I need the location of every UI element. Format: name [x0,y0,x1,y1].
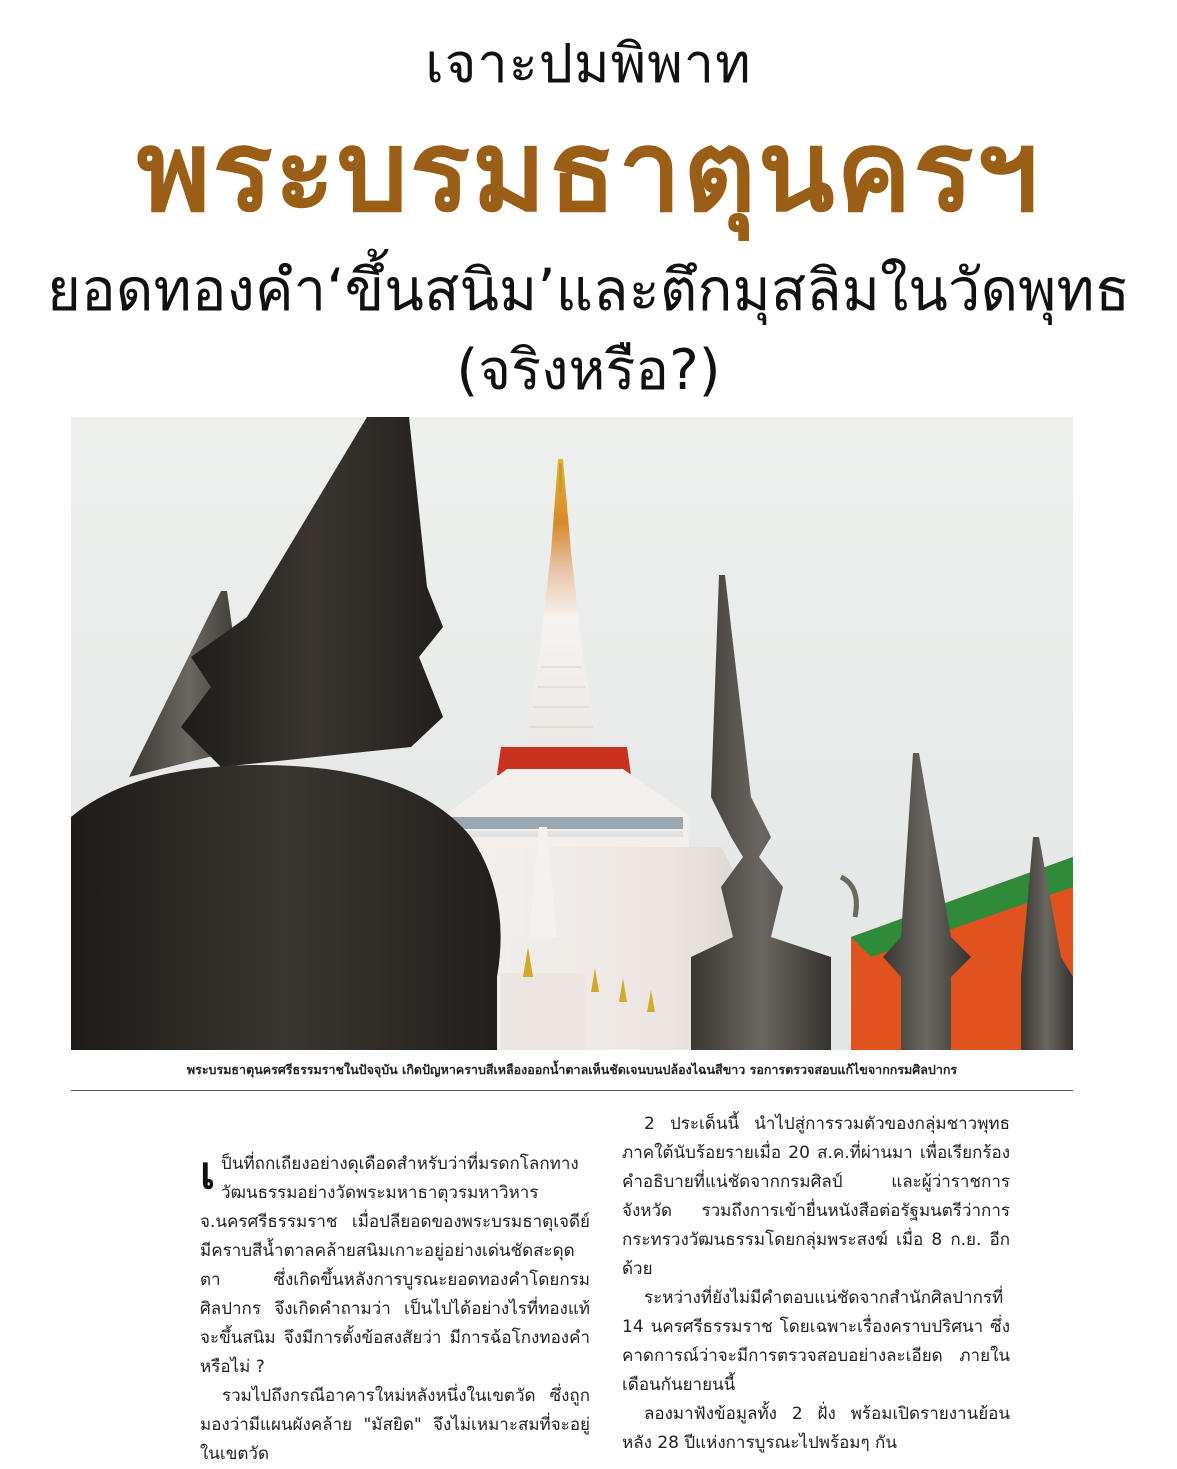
paragraph-5: ลองมาฟังข้อมูลทั้ง 2 ฝั่ง พร้อมเปิดรายงานย้อนหลัง 28 ปีแห่งการบูรณะไปพร้อมๆ กัน [622,1404,1010,1453]
drop-cap: เ [200,1148,216,1199]
paragraph-1 [200,1150,590,1382]
article-column-left [200,1150,590,1469]
article-column-right [622,1110,1010,1458]
divider-rule [71,1090,1073,1091]
paragraph-4: ระหว่างที่ยังไม่มีคำตอบแน่ชัดจากสำนักศิลปากรที่ 14 นครศรีธรรมราช โดยเฉพาะเรื่องคราบปริศนา ซึ่งคาดการณ์ว่าจะมีการตรวจสอบอย่างละเอียด ภายในเดือนกันยายนนี้ [622,1288,1010,1395]
photo-caption: พระบรมธาตุนครศรีธรรมราชในปัจจุบัน เกิดปัญหาคราบสีเหลืองออกน้ำตาลเห็นชัดเจนบนปล้องไฉนสีขาว รอการตรวจสอบแก้ไขจากกรมศิลปากร [186,1062,958,1077]
article-subhead-question: (จริงหรือ?) [456,338,721,403]
paragraph-3: 2 ประเด็นนี้ นำไปสู่การรวมตัวของกลุ่มชาวพุทธภาคใต้นับร้อยรายเมื่อ 20 ส.ค.ที่ผ่านมา เพื่อเรียกร้องคำอธิบายที่แน่ชัดจากกรมศิลป์ และผู้ว่าราชการจังหวัด รวมถึงการเข้ายื่นหนังสือต่อรัฐมนตรีว่าการกระทรวงวัฒนธรรมโดยกลุ่มพระสงฆ์ เมื่อ 8 ก.ย. อีกด้วย [622,1114,1010,1279]
article-headline: พระบรมธาตุนครฯ [136,107,1041,237]
stupa-photo [71,417,1073,1050]
paragraph-2: รวมไปถึงกรณีอาคารใหม่หลังหนึ่งในเขตวัด ซึ่งถูกมองว่ามีแผนผังคล้าย "มัสยิด" จึงไม่เหมาะสมที่จะอยู่ในเขตวัด [200,1386,590,1464]
paragraph-1-text: ป็นที่ถกเถียงอย่างดุเดือดสำหรับว่าที่มรดกโลกทางวัฒนธรรมอย่างวัดพระมหาธาตุวรมหาวิหาร จ.นครศรีธรรมราช เมื่อปลียอดของพระบรมธาตุเจดีย์มีคราบสีน้ำตาลคล้ายสนิมเกาะอยู่อย่างเด่นชัดสะดุดตา ซึ่งเกิดขึ้นหลังการบูรณะยอดทองคำโดยกรมศิลปากร จึงเกิดคำถามว่า เป็นไปได้อย่างไรที่ทองแท้จะขึ้นสนิม จึงมีการตั้งข้อสงสัยว่า มีการฉ้อโกงทองคำหรือไม่ ? [200,1154,590,1377]
article-kicker: เจาะปมพิพาท [425,32,752,95]
article-subhead: ยอดทองคำ‘ขึ้นสนิม’และตึกมุสลิมในวัดพุทธ [46,256,1131,324]
